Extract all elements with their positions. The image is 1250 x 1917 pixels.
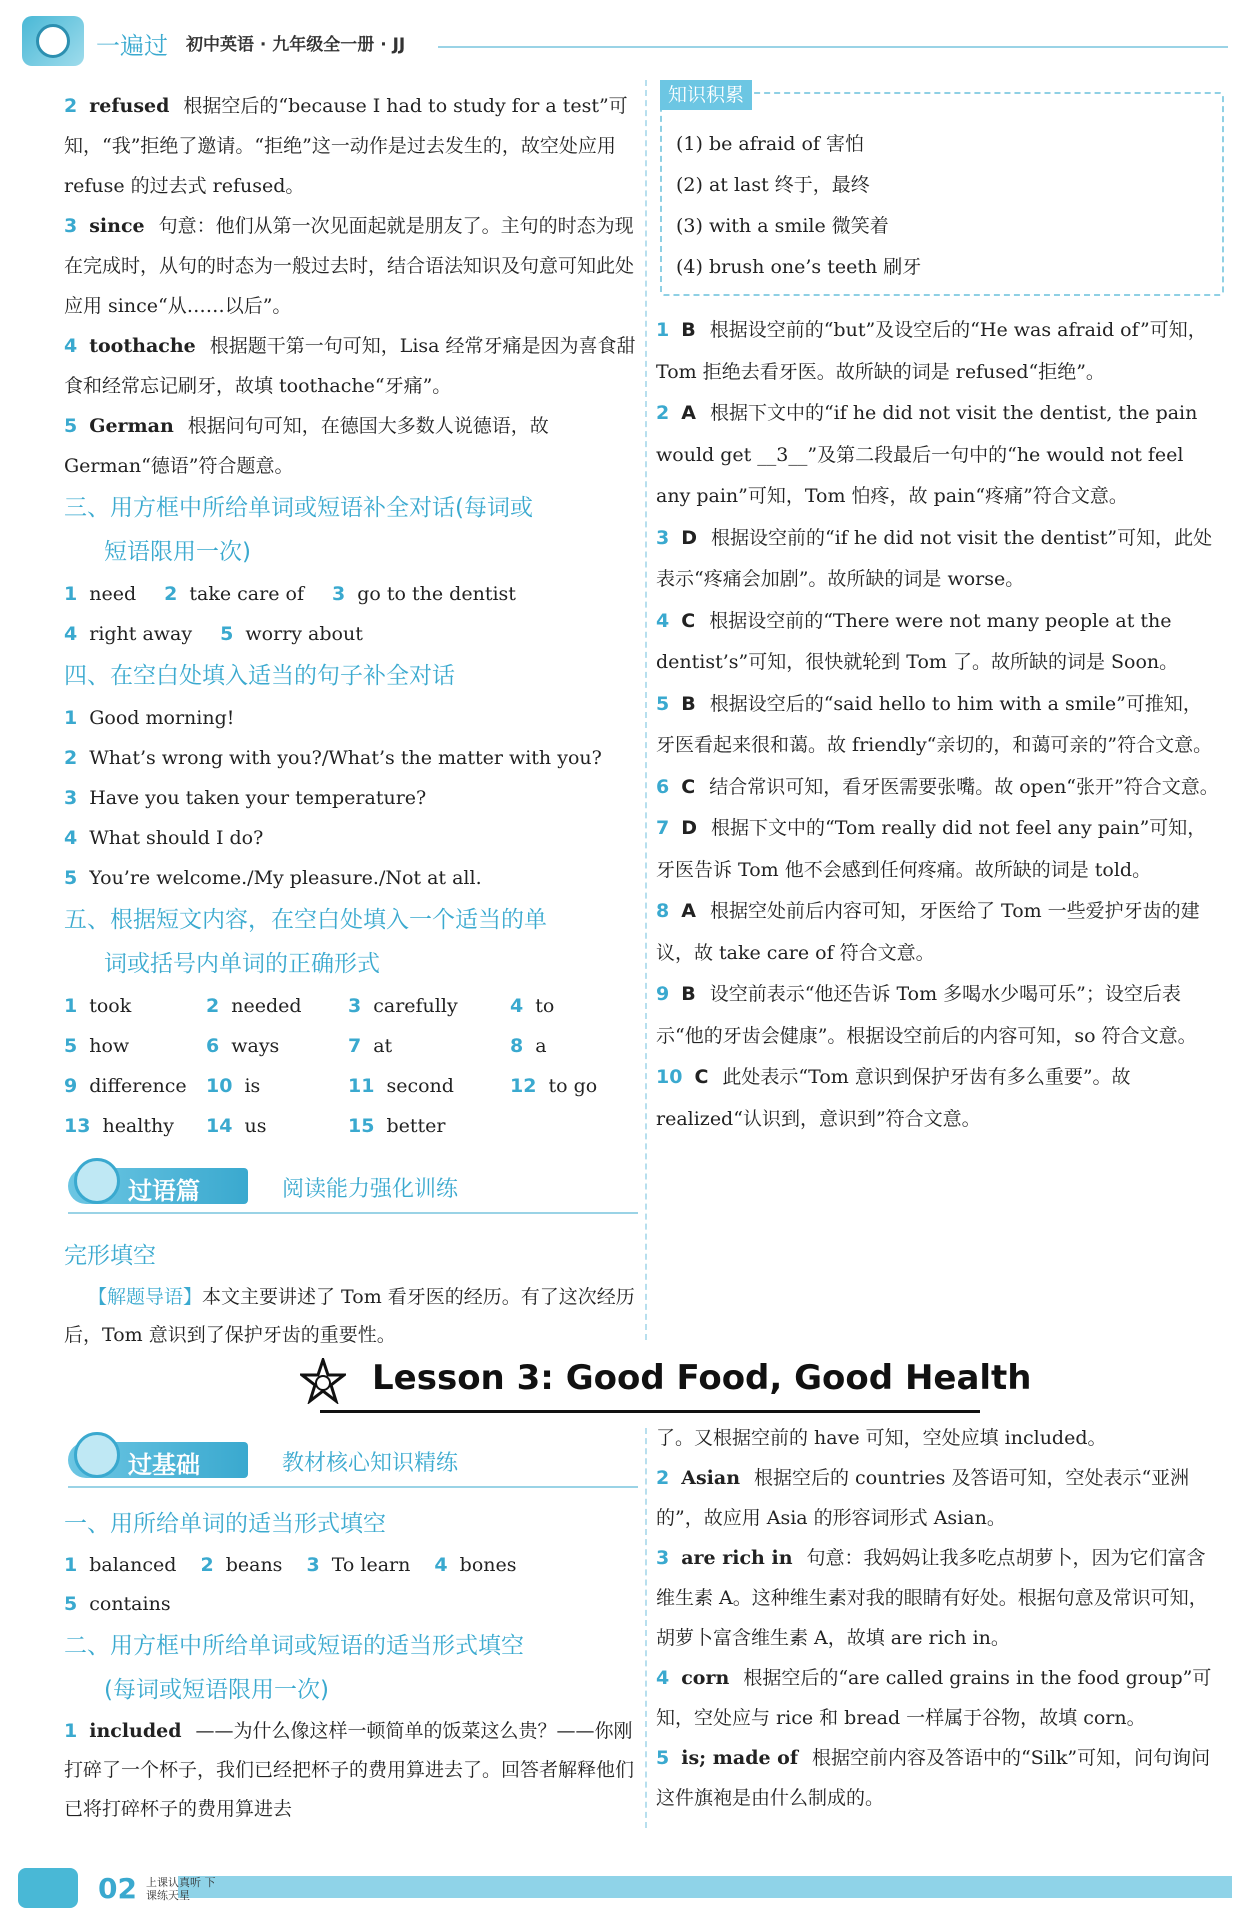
right-column [656,310,1220,1140]
answer-item: 2 What’s wrong with you?/What’s the matter with you? [64,747,602,769]
section-title: 三、用方框中所给单词或短语补全对话(每词或 [64,495,533,521]
answer-item: 2 refused 根据空后的“because I had to study for a test”可知，“我”拒绝了邀请。“拒绝”这一动作是过去发生的，故空处应用 refuse 的过去式 refused。 [64,95,628,197]
answer-item: 4 toothache 根据题干第一句可知，Lisa 经常牙痛是因为喜食甜食和经常忘记刷牙，故填 toothache“牙痛”。 [64,335,636,397]
answer-cont: 了。又根据空前的 have 可知，空处应填 included。 [656,1427,1107,1449]
answer-item: 4 C 根据设空前的“There were not many people at the dentist’s”可知，很快就轮到 Tom 了。故所缺的词是 Soon。 [656,609,1179,673]
column-divider [645,80,647,1340]
bottom-right-column [656,1418,1220,1818]
left-column [64,86,638,1146]
band-subtitle: 教材核心知识精练 [282,1451,459,1476]
answer-item: 5 You’re welcome./My pleasure./Not at all. [64,867,482,889]
knowledge-item: (3) with a smile 微笑着 [676,215,889,237]
star-badge-icon [300,1358,346,1404]
answer-row: 1 balanced 2 beans 3 To learn 4 bones [64,1554,517,1576]
answer-item: 1 B 根据设空前的“but”及设空后的“He was afraid of”可知，Tom 拒绝去看牙医。故所缺的词是 refused“拒绝”。 [656,319,1207,383]
answer-item: 5 B 根据设空后的“said hello to him with a smile”可推知，牙医看起来很和蔼。故 friendly“亲切的，和蔼可亲的”符合文意。 [656,692,1213,756]
answer-row: 1 need 2 take care of 3 go to the dentist [64,583,516,605]
section-band-reading [68,1168,638,1204]
section-title-cont: 词或括号内单词的正确形式 [104,951,380,977]
mascot-logo-icon [18,1868,78,1908]
knowledge-tag: 知识积累 [660,80,752,110]
answer-item: 3 D 根据设空前的“if he did not visit the dentist”可知，此处表示“疼痛会加剧”。故所缺的词是 worse。 [656,526,1213,590]
page-number: 02 [98,1872,137,1905]
answer-grid: 1 took 2 needed 3 carefully 4 to 5 how 6 ways 7 at 8 a 9 difference 10 is 11 second 12 to go 13 healthy 14 us 15 better [64,995,598,1137]
answer-row: 4 right away 5 worry about [64,623,363,645]
answer-item: 2 A 根据下文中的“if he did not visit the dentist, the pain would get __3__”及第二段最后一句中的“he would not feel any pain”可知，Tom 怕疼，故 pain“疼痛”符合文意。 [656,402,1198,507]
section-title: 一、用所给单词的适当形式填空 [64,1511,386,1537]
column-divider [645,1428,647,1828]
section-title: 四、在空白处填入适当的句子补全对话 [64,663,455,689]
brand-name: 一遍过 [96,32,168,60]
answer-item: 3 are rich in 句意：我妈妈让我多吃点胡萝卜，因为它们富含维生素 A。这种维生素对我的眼睛有好处。根据句意及常识可知，胡萝卜富含维生素 A，故填 are rich in。 [656,1547,1208,1649]
section-title-cont: (每词或短语限用一次) [104,1677,329,1703]
mascot-icon [74,1158,120,1204]
band-label: 过语篇 [128,1177,200,1205]
lesson-heading [300,1352,1032,1412]
knowledge-item: (4) brush one’s teeth 刷牙 [676,256,922,278]
lesson-title: Lesson 3: Good Food, Good Health [372,1358,1032,1398]
knowledge-list [676,124,1216,288]
mascot-logo-icon [22,16,84,66]
band-subtitle: 阅读能力强化训练 [282,1177,459,1202]
band-label: 过基础 [128,1451,200,1479]
mascot-icon [74,1432,120,1478]
answer-item: 3 since 句意：他们从第一次见面起就是朋友了。主句的时态为现在完成时，从句的时态为一般过去时，结合语法知识及句意可知此处应用 since“从……以后”。 [64,215,635,317]
page-footer [18,1868,1232,1908]
answer-item: 4 corn 根据空后的“are called grains in the food group”可知，空处应与 rice 和 bread 一样属于谷物，故填 corn。 [656,1667,1212,1729]
answer-row: 5 contains [64,1593,171,1615]
answer-item: 1 included ——为什么像这样一顿简单的饭菜这么贵？——你刚打碎了一个杯子，我们已经把杯子的费用算进去了。回答者解释他们已将打碎杯子的费用算进去 [64,1720,635,1820]
page-header [18,12,1232,70]
book-title: 初中英语 · 九年级全一册 · JJ [186,35,406,55]
bottom-left-column [64,1502,638,1829]
answer-item: 3 Have you taken your temperature? [64,787,427,809]
answer-item: 5 is; made of 根据空前内容及答语中的“Silk”可知，问句询问这件旗袍是由什么制成的。 [656,1747,1211,1809]
section-title: 二、用方框中所给单词或短语的适当形式填空 [64,1633,524,1659]
cloze-title: 完形填空 [64,1243,156,1269]
guide-paragraph: 【解题导语】本文主要讲述了 Tom 看牙医的经历。有了这次经历后，Tom 意识到了保护牙齿的重要性。 [64,1286,635,1346]
header-rule [438,46,1228,48]
answer-item: 5 German 根据问句可知，在德国大多数人说德语，故 German“德语”符合题意。 [64,415,549,477]
answer-item: 1 Good morning! [64,707,235,729]
answer-item: 9 B 设空前表示“他还告诉 Tom 多喝水少喝可乐”；设空后表示“他的牙齿会健康”。根据设空前后的内容可知，so 符合文意。 [656,983,1197,1047]
section-title-cont: 短语限用一次) [104,539,251,565]
knowledge-item: (1) be afraid of 害怕 [676,133,864,155]
section-band-basics [68,1442,638,1478]
cloze-intro [64,1234,638,1354]
guide-tag: 【解题导语】 [88,1286,203,1308]
answer-item: 7 D 根据下文中的“Tom really did not feel any pain”可知，牙医告诉 Tom 他不会感到任何疼痛。故所缺的词是 told。 [656,817,1207,881]
answer-item: 6 C 结合常识可知，看牙医需要张嘴。故 open“张开”符合文意。 [656,775,1219,798]
answer-item: 4 What should I do? [64,827,264,849]
answer-item: 8 A 根据空处前后内容可知，牙医给了 Tom 一些爱护牙齿的建议，故 take care of 符合文意。 [656,900,1200,964]
footer-bar [178,1876,1232,1898]
knowledge-item: (2) at last 终于，最终 [676,174,870,196]
footer-slogan: 上课认真听 下课练天星 [146,1876,216,1902]
section-title: 五、根据短文内容，在空白处填入一个适当的单 [64,907,547,933]
answer-item: 10 C 此处表示“Tom 意识到保护牙齿有多么重要”。故 realized“认识到，意识到”符合文意。 [656,1066,1131,1130]
answer-item: 2 Asian 根据空后的 countries 及答语可知，空处表示“亚洲的”，故应用 Asia 的形容词形式 Asian。 [656,1467,1190,1529]
